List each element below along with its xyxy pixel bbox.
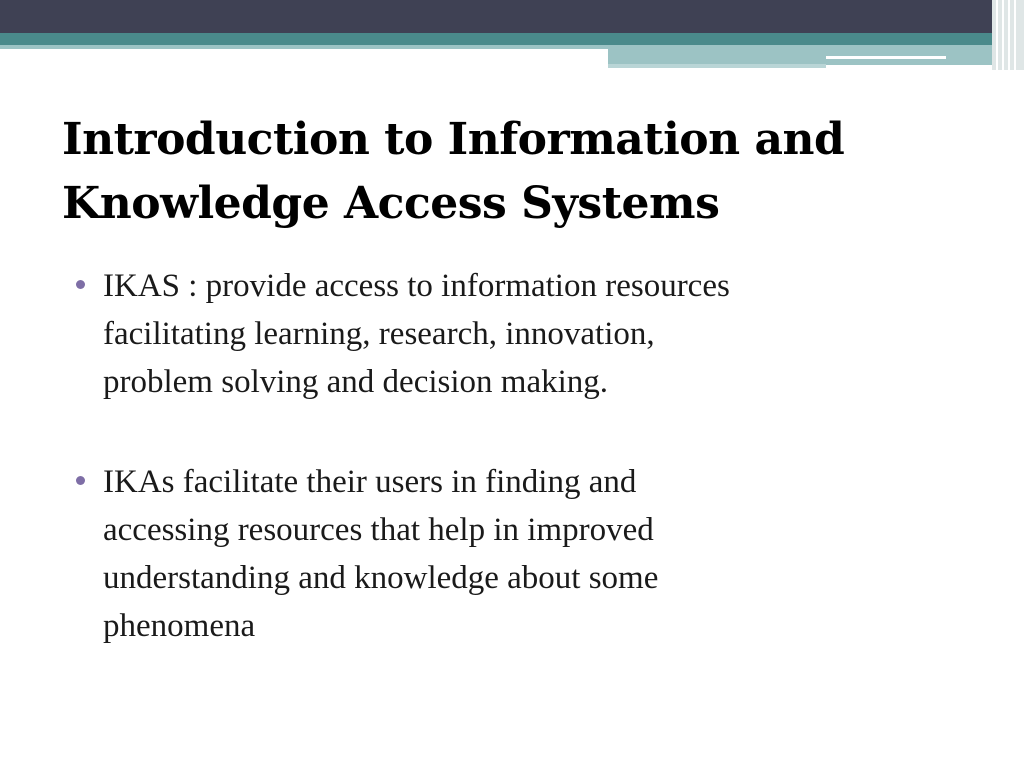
bullet-text-line: facilitating learning, research, innovation, [103, 316, 655, 352]
bullet-text-line: problem solving and decision making. [103, 364, 609, 400]
bullet-dot-icon [76, 280, 85, 289]
bullet-dot-icon [76, 476, 85, 485]
bullet-list [76, 262, 956, 702]
header-stripe [996, 0, 998, 70]
bullet-text-line: IKAS : provide access to information resources [103, 268, 730, 304]
header-band-step-line [608, 64, 826, 68]
header-stripe [1008, 0, 1010, 70]
bullet-text-line: accessing resources that help in improved [103, 512, 654, 548]
header-band-step [608, 45, 992, 65]
bullet-text-line: IKAs facilitate their users in finding and [103, 464, 637, 500]
bullet-item [76, 262, 956, 406]
header-band-teal [0, 33, 1024, 45]
bullet-text-line: phenomena [103, 608, 256, 644]
header-band-step-line-accent [826, 56, 946, 59]
slide-title-line: Introduction to Information and [62, 114, 845, 165]
header-band-dark [0, 0, 1024, 33]
bullet-item [76, 458, 956, 650]
slide-title [62, 108, 962, 236]
bullet-text-line: understanding and knowledge about some [103, 560, 659, 596]
header-right-cap [992, 0, 1024, 70]
slide-title-line: Knowledge Access Systems [62, 178, 720, 229]
header-stripe [1014, 0, 1016, 70]
header-band-teal-light [0, 45, 608, 49]
header-stripe [1002, 0, 1004, 70]
